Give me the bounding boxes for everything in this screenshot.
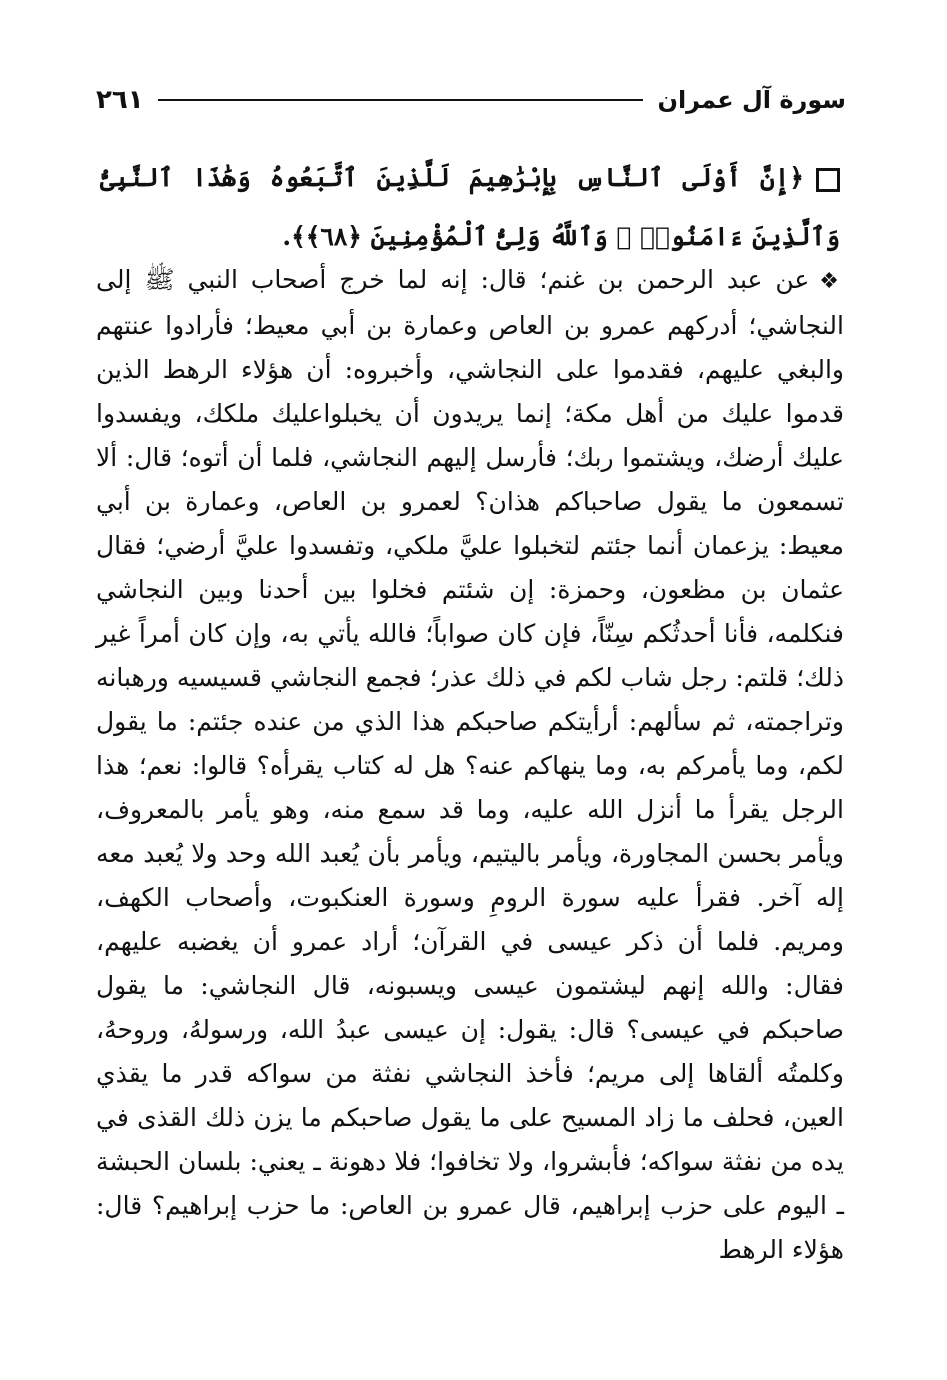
- header-rule: [158, 99, 644, 101]
- quran-verse: [100, 148, 840, 266]
- verse-text: ﴿إِنَّ أَوْلَى ٱلنَّاسِ بِإِبْرَٰهِيمَ لَلَّذِينَ ٱتَّبَعُوهُ وَهَٰذَا ٱلنَّبِىُّ وَٱلَّذِينَ ءَامَنُوا۟ ۗ وَٱللَّهُ وَلِىُّ ٱلْمُؤْمِنِينَ ﴿٦٨﴾﴾.: [100, 163, 840, 251]
- hadith-text: عن عبد الرحمن بن غنم؛ قال: إنه لما خرج أصحاب النبي ﷺ إلى النجاشي؛ أدركهم عمرو بن العاص وعمارة بن أبي معيط؛ فأرادوا عنتهم والبغي عليهم، فقدموا على النجاشي، وأخبروه: أن هؤلاء الرهط الذين قدموا عليك من أهل مكة؛ إنما يريدون أن يخبلواعليك ملكك، ويفسدوا عليك أرضك، ويشتموا ربك؛ فأرسل إليهم النجاشي، فلما أن أتوه؛ قال: ألا تسمعون ما يقول صاحباكم هذان؟ لعمرو بن العاص، وعمارة بن أبي معيط: يزعمان أنما جئتم لتخبلوا عليَّ ملكي، وتفسدوا عليَّ أرضي؛ فقال عثمان بن مظعون، وحمزة: إن شئتم فخلوا بين أحدنا وبين النجاشي فنكلمه، فأنا أحدثُكم سِنّاً، فإن كان صواباً؛ فالله يأتي به، وإن كان أمراً غير ذلك؛ قلتم: رجل شاب لكم في ذلك عذر؛ فجمع النجاشي قسيسيه ورهبانه وتراجمته، ثم سألهم: أرأيتكم صاحبكم هذا الذي من عنده جئتم: ما يقول لكم، وما يأمركم به، وما ينهاكم عنه؟ هل له كتاب يقرأه؟ قالوا: نعم؛ هذا الرجل يقرأ ما أنزل الله عليه، وما قد سمع منه، وهو يأمر بالمعروف، ويأمر بحسن المجاورة، ويأمر باليتيم، ويأمر بأن يُعبد الله وحد ولا يُعبد معه إله آخر. فقرأ عليه سورة الرومِ وسورة العنكبوت، وأصحاب الكهف، ومريم. فلما أن ذكر عيسى في القرآن؛ أراد عمرو أن يغضبه عليهم، فقال: والله إنهم ليشتمون عيسى ويسبونه، قال النجاشي: ما يقول صاحبكم في عيسى؟ قال: يقول: إن عيسى عبدُ الله، ورسولهُ، وروحهُ، وكلمتُه ألقاها إلى مريم؛ فأخذ النجاشي نفثة من سواكه قدر ما يقذي العين، فحلف ما زاد المسيح على ما يقول صاحبكم ما يزن ذلك القذى في يده من نفثة سواكه؛ فأبشروا، ولا تخافوا؛ فلا دهونة ـ يعني: بلسان الحبشة ـ اليوم على حزب إبراهيم، قال عمرو بن العاص: ما حزب إبراهيم؟ قال: هؤلاء الرهط: [96, 265, 844, 1264]
- surah-title: سورة آل عمران: [657, 86, 846, 114]
- diamond-marker-icon: ❖: [819, 269, 844, 294]
- verse-box-icon: [816, 168, 840, 192]
- page-header: [96, 78, 846, 122]
- hadith-paragraph: [96, 258, 844, 1272]
- page-number: ٢٦١: [96, 85, 144, 115]
